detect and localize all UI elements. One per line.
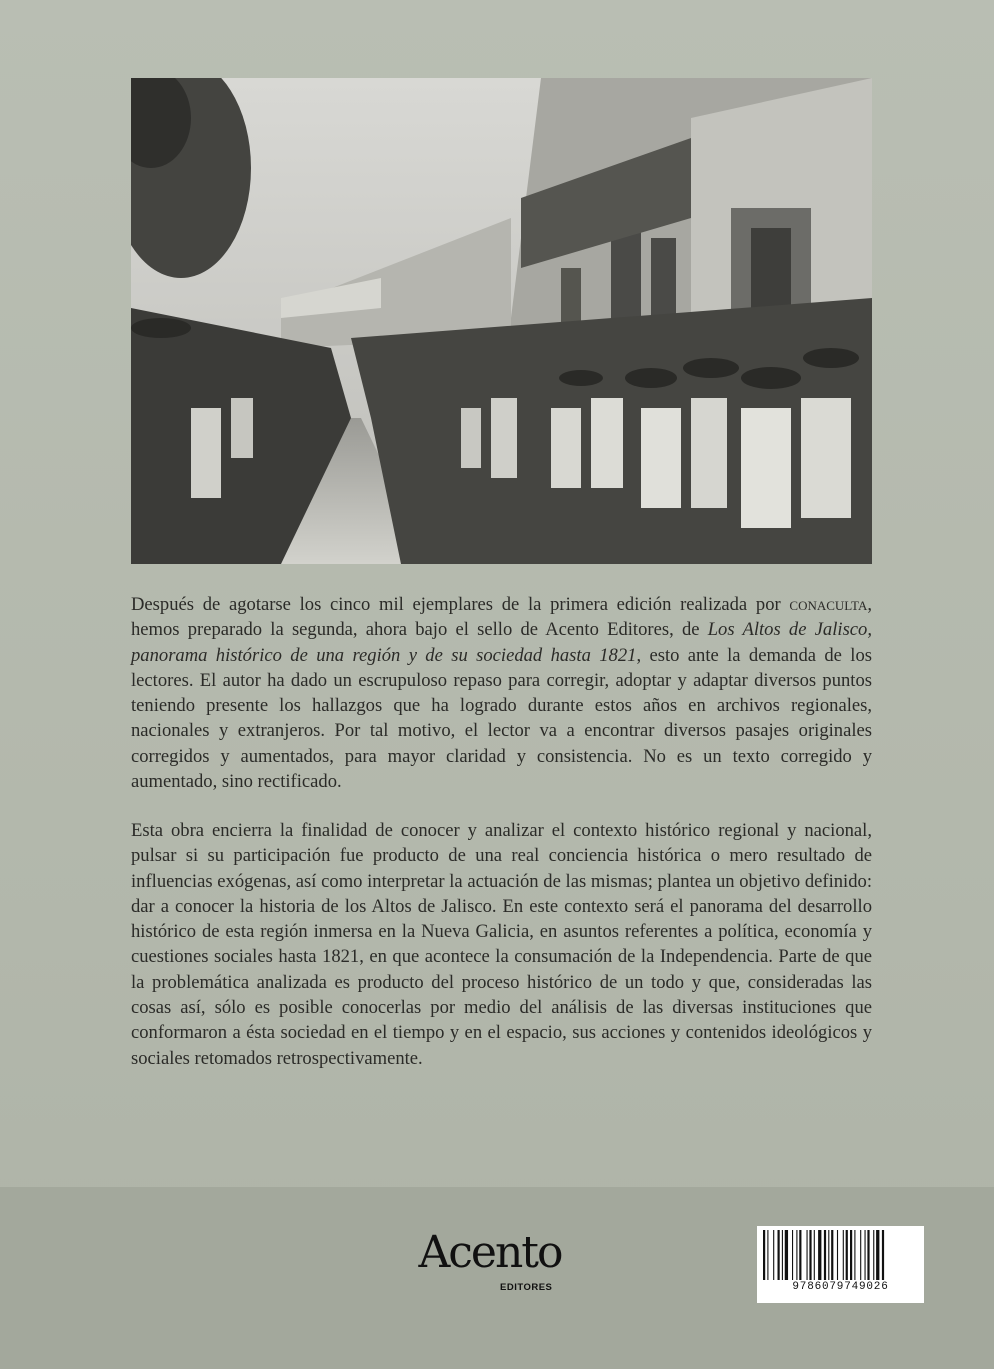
isbn-barcode	[757, 1226, 924, 1303]
barcode-bar	[814, 1230, 815, 1280]
logo-subtitle: EDITORES	[500, 1282, 553, 1293]
barcode-bar	[767, 1230, 768, 1280]
book-title: Los Altos de Jalisco, panorama histórico de una región y de su sociedad hasta 1821	[131, 619, 872, 666]
barcode-bar	[882, 1230, 884, 1280]
publisher-logo	[405, 1228, 575, 1298]
barcode-bars	[763, 1230, 918, 1280]
synopsis-paragraph-2	[131, 818, 872, 1071]
barcode-bar	[876, 1230, 879, 1280]
procession-image	[131, 78, 872, 564]
synopsis-paragraph-1	[131, 592, 872, 794]
barcode-bar	[828, 1230, 829, 1280]
barcode-bar	[807, 1230, 808, 1280]
publisher-name: conaculta	[789, 594, 868, 615]
p2-text: Esta obra encierra la finalidad de conocer y analizar el contexto histórico regional y nacional, pulsar si su participación fue producto de una real conciencia histórica o mero resultado de influencias exógenas, así como interpretar la actuación de las mismas; plantea un objetivo definido: dar a conocer la historia de los Altos de Jalisco. En este contexto será el panorama del desarrollo histórico de esta región inmersa en la Nueva Galicia, en asuntos referentes a política, economía y cuestiones sociales hasta 1821, en que acontece la consumación de la Independencia. Parte de que la problemática analizada es producto del proceso histórico de un todo y que, consideradas las cosas así, sólo es posible conocerlas por medio del análisis de las diversas instituciones que conformaron a ésta sociedad en el tiempo y en el espacio, sus acciones y contenidos ideológicos y sociales retomados retrospectivamente.	[131, 820, 872, 1069]
barcode-bar	[773, 1230, 774, 1280]
barcode-bar	[854, 1230, 855, 1280]
barcode-bar	[778, 1230, 780, 1280]
barcode-bar	[785, 1230, 788, 1280]
barcode-bar	[799, 1230, 801, 1280]
barcode-bar	[831, 1230, 833, 1280]
p1-middle: , hemos preparado la segunda, ahora bajo el sello de Acento Editores, de	[131, 594, 872, 641]
p1-rest: , esto ante la demanda de los lectores. El autor ha dado un escrupuloso repaso para corregir, adoptar y adaptar diversos puntos teniendo presente los hallazgos que ha logrado durante estos años en archivos regionales, nacionales y extranjeros. Por tal motivo, el lector va a encontrar diversos pasajes originales corregidos y aumentados, para mayor claridad y consistencia. No es un texto corregido y aumentado, sino rectificado.	[131, 644, 872, 793]
barcode-bar	[782, 1230, 783, 1280]
barcode-bar	[843, 1230, 844, 1280]
barcode-bar	[837, 1230, 838, 1280]
barcode-digits: 9786079749026	[792, 1281, 889, 1293]
barcode-bar	[809, 1230, 811, 1280]
barcode-bar	[818, 1230, 821, 1280]
logo-wordmark: Acento	[418, 1227, 562, 1278]
barcode-bar	[873, 1230, 874, 1280]
barcode-bar	[763, 1230, 765, 1280]
barcode-bar	[865, 1230, 866, 1280]
barcode-bar	[792, 1230, 793, 1280]
cover-photograph	[131, 78, 872, 564]
barcode-bar	[860, 1230, 861, 1280]
barcode-bar	[867, 1230, 869, 1280]
p1-intro: Después de agotarse los cinco mil ejemplares de la primera edición realizada por	[131, 594, 790, 615]
barcode-bar	[824, 1230, 826, 1280]
barcode-bar	[796, 1230, 797, 1280]
barcode-bar	[850, 1230, 852, 1280]
barcode-bar	[846, 1230, 848, 1280]
